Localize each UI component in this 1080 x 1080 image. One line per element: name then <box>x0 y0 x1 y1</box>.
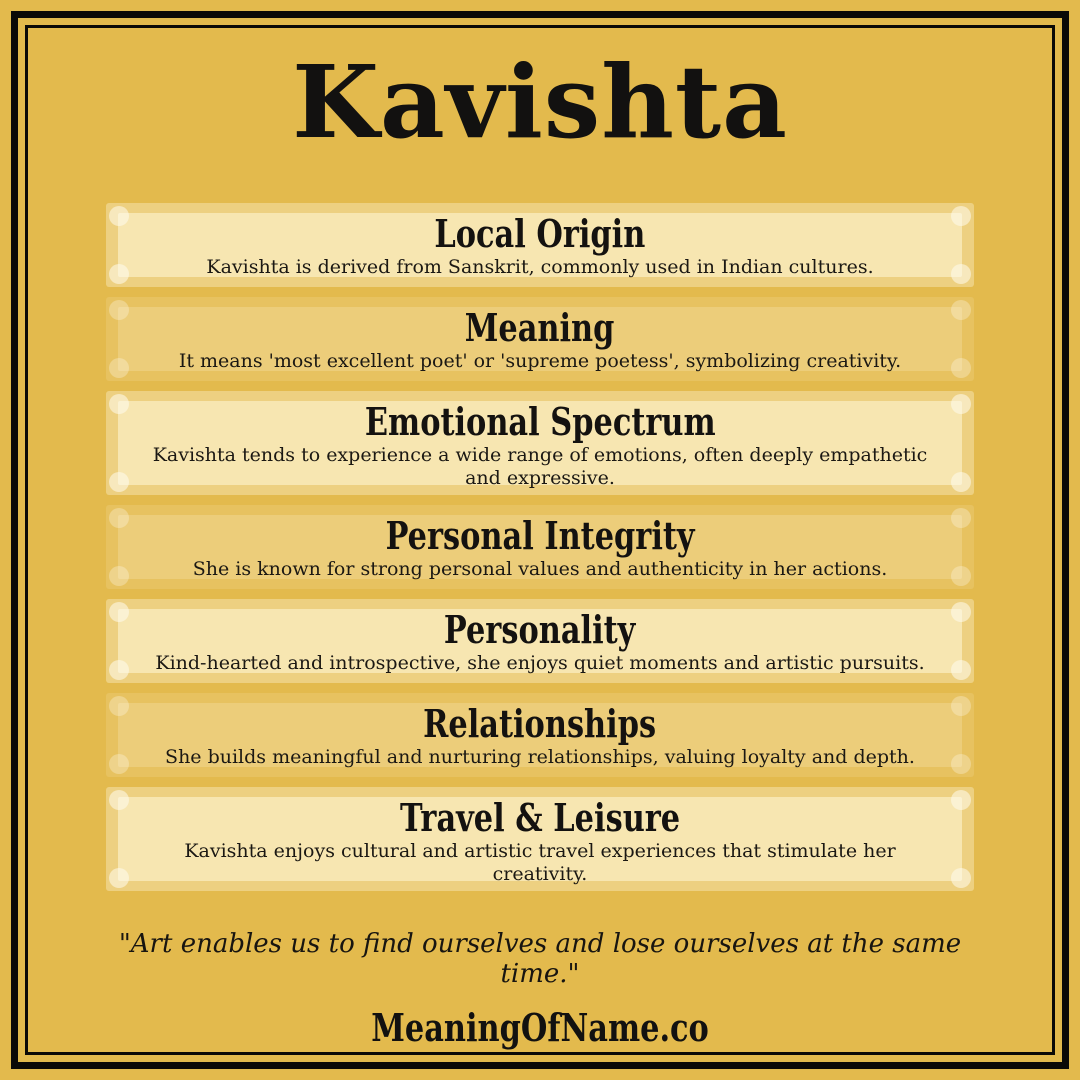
corner-pin-icon <box>109 660 129 680</box>
section-card-personality <box>106 599 974 683</box>
section-body: Kavishta tends to experience a wide range of emotions, often deeply empathetic and expressive. <box>152 444 928 490</box>
section-card-relationships <box>106 693 974 777</box>
section-heading: Personal Integrity <box>385 513 695 558</box>
section-card-local-origin <box>106 203 974 287</box>
section-card-personal-integrity <box>106 505 974 589</box>
section-body: Kind-hearted and introspective, she enjoys quiet moments and artistic pursuits. <box>155 652 925 674</box>
section-card-list <box>106 203 974 891</box>
corner-pin-icon <box>951 508 971 528</box>
corner-pin-icon <box>951 472 971 492</box>
card-inner-panel <box>118 609 962 673</box>
section-body: Kavishta enjoys cultural and artistic travel experiences that stimulate her creativity. <box>184 840 896 886</box>
page-content <box>28 28 1052 1052</box>
section-card-travel-leisure <box>106 787 974 891</box>
corner-pin-icon <box>951 696 971 716</box>
corner-pin-icon <box>109 868 129 888</box>
section-heading: Personality <box>444 607 636 652</box>
corner-pin-icon <box>109 696 129 716</box>
card-inner-panel <box>118 515 962 579</box>
corner-pin-icon <box>109 300 129 320</box>
brand-footer: MeaningOfName.co <box>371 1005 709 1050</box>
corner-pin-icon <box>109 206 129 226</box>
section-heading: Local Origin <box>434 211 646 256</box>
corner-pin-icon <box>109 394 129 414</box>
corner-pin-icon <box>951 206 971 226</box>
corner-pin-icon <box>951 790 971 810</box>
corner-pin-icon <box>951 754 971 774</box>
corner-pin-icon <box>109 358 129 378</box>
card-inner-panel <box>118 213 962 277</box>
corner-pin-icon <box>109 790 129 810</box>
corner-pin-icon <box>951 868 971 888</box>
page-title: Kavishta <box>292 43 788 161</box>
corner-pin-icon <box>951 394 971 414</box>
section-heading: Relationships <box>423 701 657 746</box>
card-inner-panel <box>118 795 962 886</box>
corner-pin-icon <box>951 300 971 320</box>
card-inner-panel <box>118 307 962 371</box>
section-body: She is known for strong personal values and authenticity in her actions. <box>192 558 888 580</box>
card-inner-panel <box>118 703 962 767</box>
corner-pin-icon <box>951 660 971 680</box>
section-card-emotional-spectrum <box>106 391 974 495</box>
corner-pin-icon <box>109 508 129 528</box>
section-body: She builds meaningful and nurturing relationships, valuing loyalty and depth. <box>165 746 915 768</box>
corner-pin-icon <box>951 602 971 622</box>
corner-pin-icon <box>109 754 129 774</box>
section-heading: Meaning <box>465 305 615 350</box>
section-heading: Travel & Leisure <box>399 795 681 840</box>
section-heading: Emotional Spectrum <box>364 399 716 444</box>
section-body: It means 'most excellent poet' or 'supreme poetess', symbolizing creativity. <box>178 350 902 372</box>
card-inner-panel <box>118 399 962 490</box>
corner-pin-icon <box>109 264 129 284</box>
quote-text: "Art enables us to find ourselves and lose ourselves at the same time." <box>118 929 962 989</box>
corner-pin-icon <box>109 602 129 622</box>
section-card-meaning <box>106 297 974 381</box>
section-body: Kavishta is derived from Sanskrit, commonly used in Indian cultures. <box>206 256 874 278</box>
corner-pin-icon <box>951 358 971 378</box>
corner-pin-icon <box>951 264 971 284</box>
corner-pin-icon <box>951 566 971 586</box>
corner-pin-icon <box>109 566 129 586</box>
corner-pin-icon <box>109 472 129 492</box>
